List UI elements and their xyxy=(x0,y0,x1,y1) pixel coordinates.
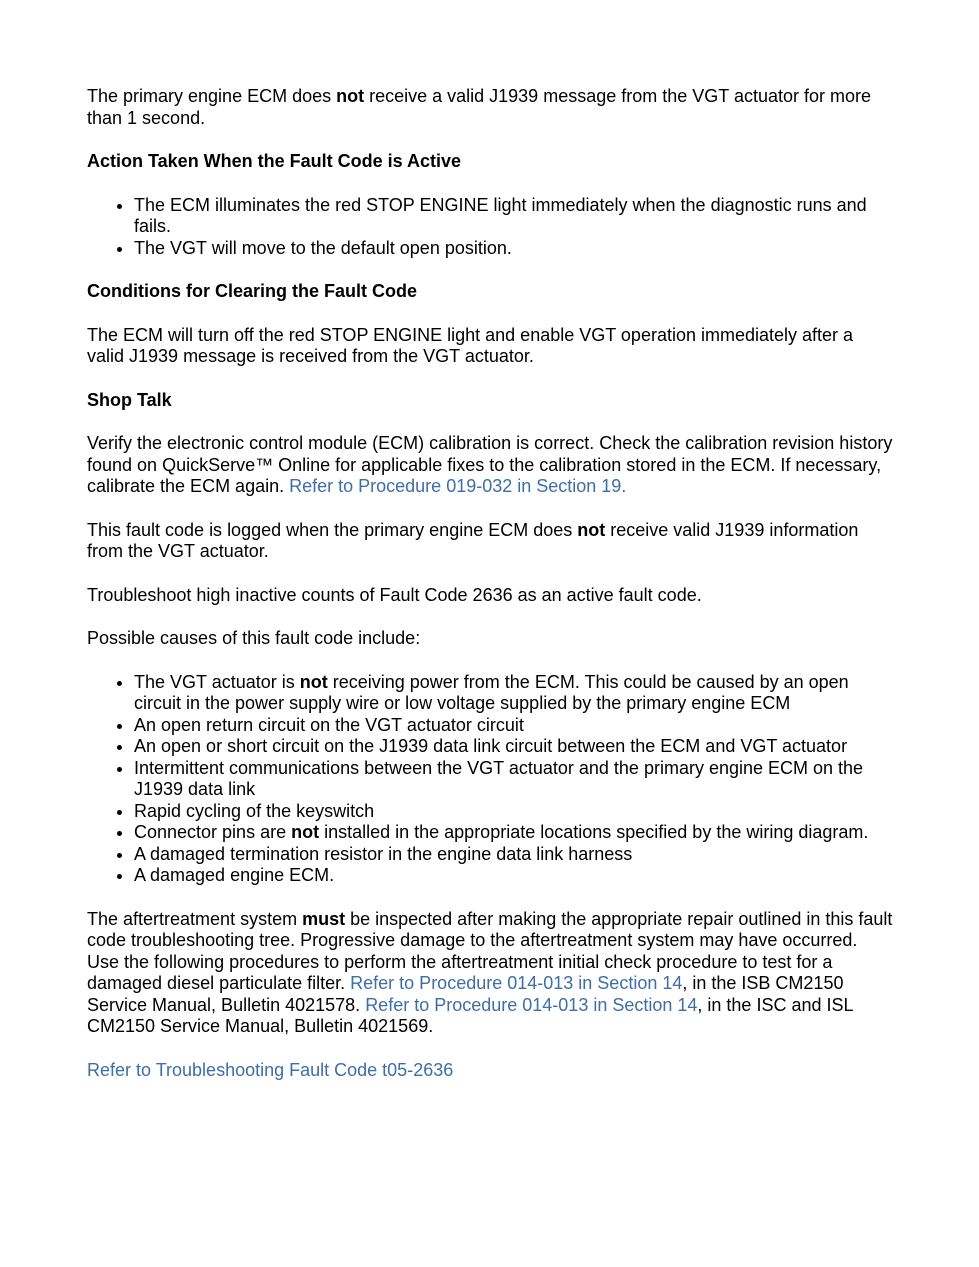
cause-emphasis: not xyxy=(299,671,328,692)
list-item xyxy=(134,672,893,715)
causes-list xyxy=(87,672,893,887)
clearing-paragraph: The ECM will turn off the red STOP ENGINE light and enable VGT operation immediately after a valid J1939 message is received from the VGT actuator. xyxy=(87,324,854,366)
causes-intro: Possible causes of this fault code include: xyxy=(87,628,421,648)
list-item: • Intermittent communications between the VGT actuator and the primary engine ECM on the J1939 data link xyxy=(134,758,893,801)
cause-text-end: installed in the appropriate locations specified by the wiring diagram. xyxy=(319,822,869,842)
cause-text-end: receiving power from the ECM. This could be caused by an open circuit in the power supply wire or low voltage supplied by the primary engine ECM xyxy=(134,671,849,713)
document-page xyxy=(87,86,893,1103)
logged-text-end: receive valid J1939 information from the VGT actuator. xyxy=(87,519,859,561)
intro-text: The primary engine ECM does xyxy=(87,86,337,106)
list-item: • The VGT will move to the default open position. xyxy=(134,238,893,260)
list-item: • A damaged termination resistor in the engine data link harness xyxy=(134,844,893,866)
intro-paragraph xyxy=(87,86,893,129)
action-list xyxy=(87,195,893,260)
cause-emphasis: not xyxy=(291,822,320,842)
cause-text: Connector pins are xyxy=(134,822,292,842)
list-item: • An open or short circuit on the J1939 data link circuit between the ECM and VGT actuator xyxy=(134,736,893,758)
verify-text: Verify the electronic control module (ECM) calibration is correct. Check the calibration revision history found on QuickServe™ Online for applicable fixes to the calibration stored in the ECM. If necessary, calibrate the ECM again. xyxy=(87,433,893,496)
troubleshooting-t05-2636-link[interactable]: Refer to Troubleshooting Fault Code t05-2636 xyxy=(87,1059,454,1080)
cause-text: The VGT actuator is xyxy=(134,671,300,692)
final-link-paragraph xyxy=(87,1060,893,1082)
list-item: • A damaged engine ECM. xyxy=(134,865,893,887)
logged-emphasis: not xyxy=(577,519,606,540)
troubleshoot-paragraph: Troubleshoot high inactive counts of Fault Code 2636 as an active fault code. xyxy=(87,584,702,605)
list-item: • An open return circuit on the VGT actuator circuit xyxy=(134,715,893,737)
verify-paragraph xyxy=(87,433,893,498)
aftertreatment-paragraph xyxy=(87,909,893,1038)
action-heading: Action Taken When the Fault Code is Active xyxy=(87,151,462,171)
intro-emphasis: not xyxy=(336,86,365,106)
aftertreatment-text-end: , in the ISC and ISL CM2150 Service Manual, Bulletin 4021569. xyxy=(87,994,853,1036)
list-item: • Rapid cycling of the keyswitch xyxy=(134,801,893,823)
list-item xyxy=(134,822,893,844)
procedure-014-013-isb-link[interactable]: Refer to Procedure 014-013 in Section 14 xyxy=(350,973,683,993)
logged-paragraph xyxy=(87,520,893,563)
list-item: • The ECM illuminates the red STOP ENGINE light immediately when the diagnostic runs and fails. xyxy=(134,195,893,238)
logged-text: This fault code is logged when the primary engine ECM does xyxy=(87,519,578,540)
procedure-014-013-isc-isl-link[interactable]: Refer to Procedure 014-013 in Section 14 xyxy=(365,994,698,1015)
aftertreatment-text-mid: be inspected after making the appropriate repair outlined in this fault code troubleshooting tree. Progressive damage to the aftertreatment system may have occurred. Use the following procedures to perform the aftertreatment initial check procedure to test for a damaged diesel particulate filter. xyxy=(87,908,893,993)
intro-text-end: receive a valid J1939 message from the VGT actuator for more than 1 second. xyxy=(87,86,871,128)
aftertreatment-emphasis: must xyxy=(302,908,346,929)
aftertreatment-text-mid2: , in the ISB CM2150 Service Manual, Bulletin 4021578. xyxy=(87,973,844,1015)
shop-talk-heading: Shop Talk xyxy=(87,389,172,410)
aftertreatment-text: The aftertreatment system xyxy=(87,908,303,929)
clearing-heading: Conditions for Clearing the Fault Code xyxy=(87,281,417,301)
procedure-019-032-link[interactable]: Refer to Procedure 019-032 in Section 19. xyxy=(289,476,627,496)
